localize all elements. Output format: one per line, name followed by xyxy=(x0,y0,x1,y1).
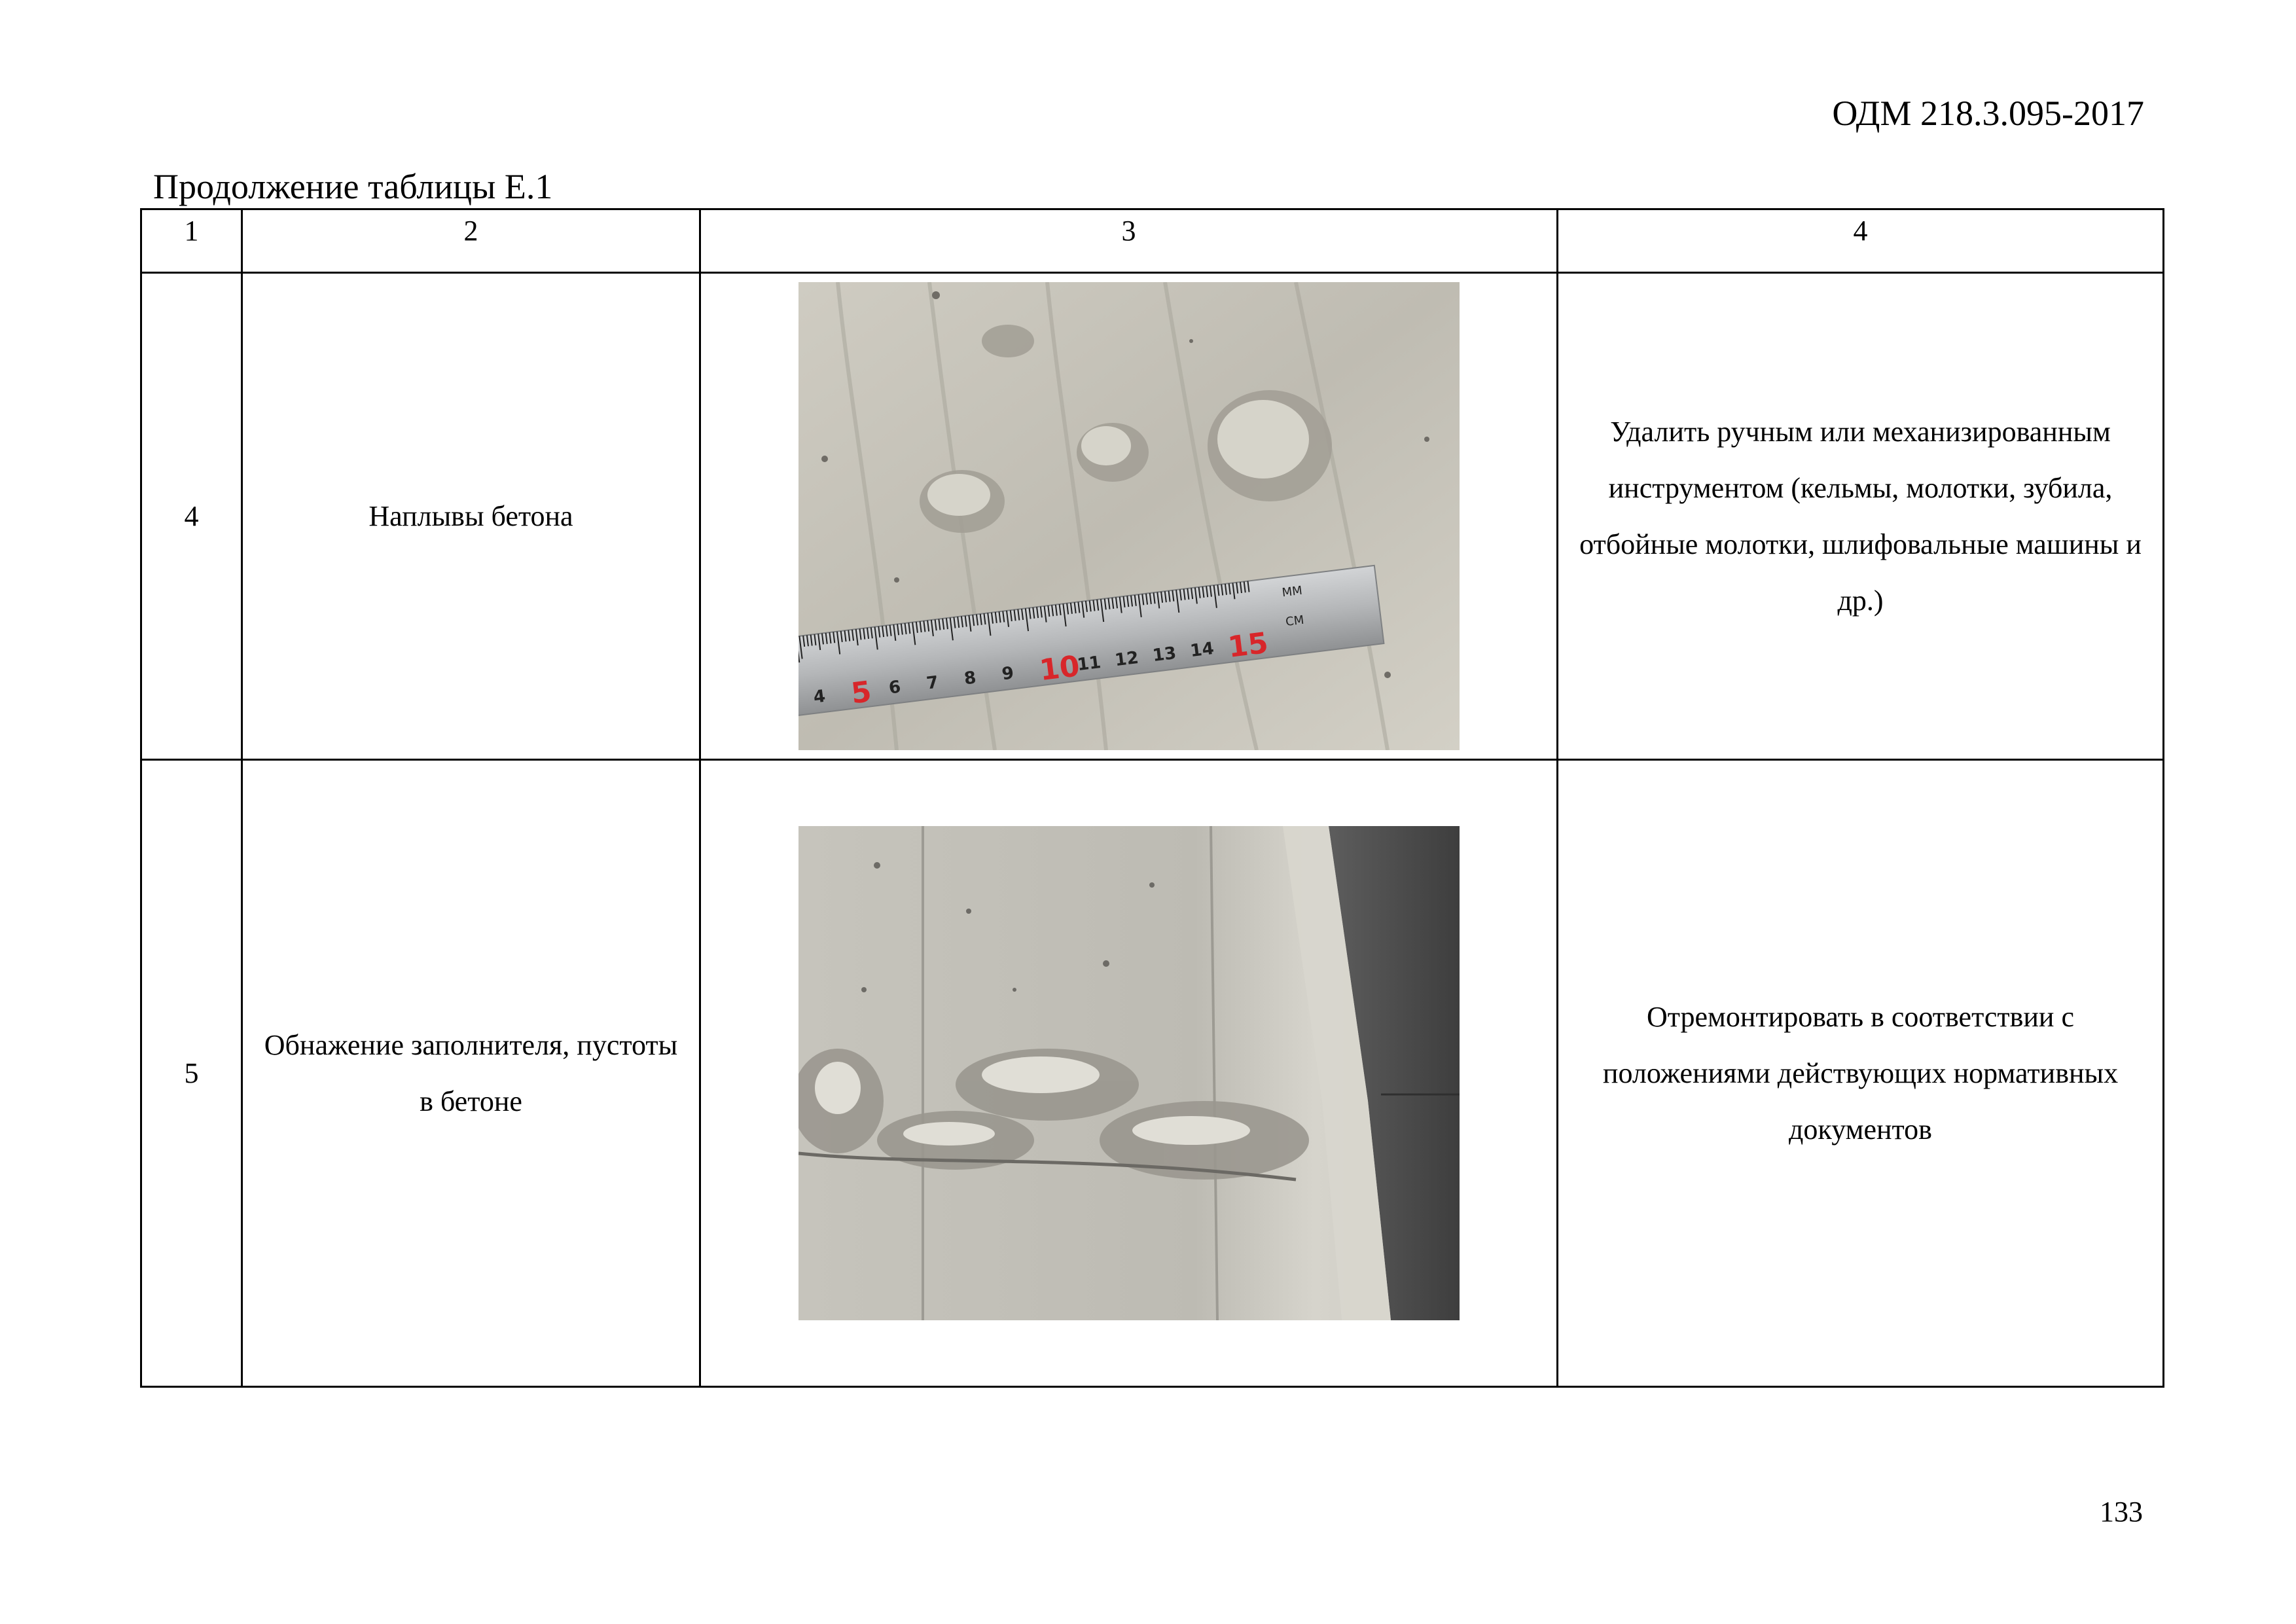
ruler-tick-label: 5 xyxy=(849,675,873,711)
defect-name: Наплывы бетона xyxy=(242,273,700,760)
row-number: 4 xyxy=(141,273,242,760)
photo-exposed-aggregate xyxy=(798,826,1460,1320)
row-number: 5 xyxy=(141,760,242,1387)
ruler-unit-label: CM xyxy=(1284,613,1305,629)
ruler-tick-label: 6 xyxy=(887,677,902,698)
photo-cell xyxy=(700,273,1558,760)
page-number: 133 xyxy=(2100,1496,2143,1528)
table-row xyxy=(141,760,2164,1387)
photo-cell xyxy=(700,760,1558,1387)
exposed-aggregate-image xyxy=(798,826,1460,1320)
defects-table xyxy=(140,208,2164,1388)
concrete-overflow-image xyxy=(798,282,1460,750)
ruler-tick-label: 14 xyxy=(1189,638,1215,662)
ruler-tick-label: 8 xyxy=(962,668,977,689)
remedy-text: Отремонтировать в соответствии с положениями действующих нормативных документов xyxy=(1558,760,2164,1387)
ruler-tick-label: 7 xyxy=(925,672,939,694)
ruler-tick-label: 4 xyxy=(812,686,827,708)
ruler-tick-label: 13 xyxy=(1151,643,1177,666)
column-number-2: 2 xyxy=(242,209,700,273)
document-code: ОДМ 218.3.095-2017 xyxy=(1832,94,2144,133)
ruler-tick-label: 15 xyxy=(1225,626,1270,664)
defect-name: Обнажение заполнителя, пустоты в бетоне xyxy=(242,760,700,1387)
ruler-tick-label: 10 xyxy=(1037,649,1081,688)
table-header-row xyxy=(141,209,2164,273)
table-row xyxy=(141,273,2164,760)
ruler-tick-label: 11 xyxy=(1075,653,1102,676)
column-number-1: 1 xyxy=(141,209,242,273)
column-number-3: 3 xyxy=(700,209,1558,273)
table-caption: Продолжение таблицы Е.1 xyxy=(153,167,553,206)
ruler-tick-label: 12 xyxy=(1113,647,1139,671)
ruler-unit-label: MM xyxy=(1281,583,1303,600)
remedy-text: Удалить ручным или механизированным инструментом (кельмы, молотки, зубила, отбойные молотки, шлифовальные машины и др.) xyxy=(1558,273,2164,760)
column-number-4: 4 xyxy=(1558,209,2164,273)
ruler-tick-label: 9 xyxy=(1000,663,1015,685)
photo-concrete-overflow xyxy=(798,282,1460,750)
